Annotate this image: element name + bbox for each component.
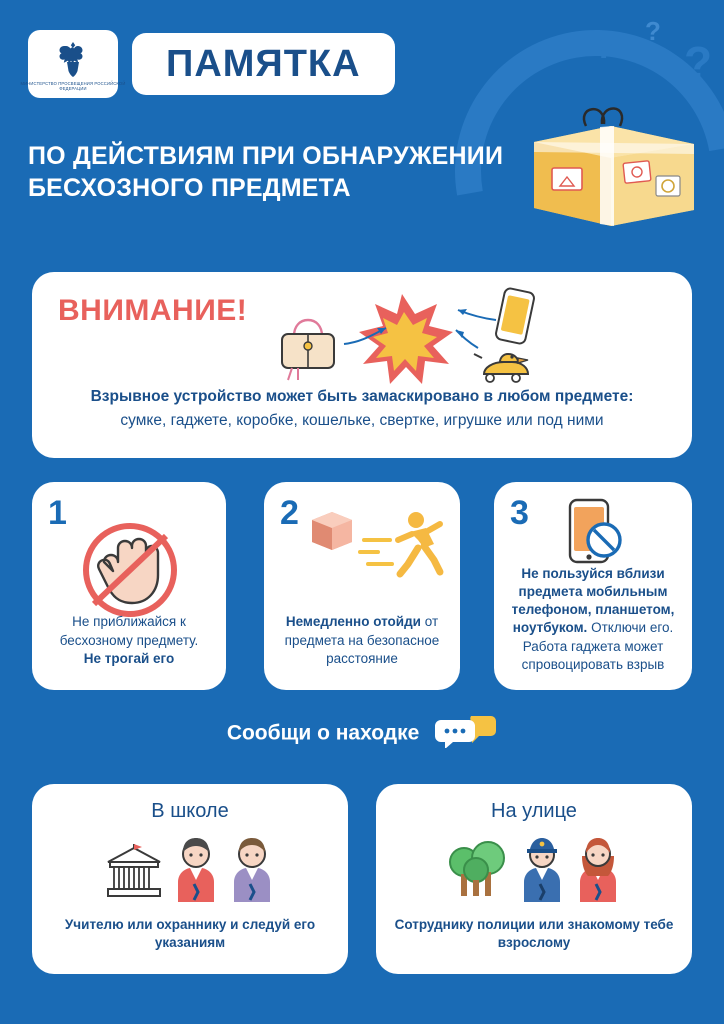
step-1-text-plain: Не приближайся к бесхозному предмету. <box>59 614 199 648</box>
guard-icon <box>228 836 276 902</box>
place-street-illustration <box>376 836 692 902</box>
step-card-2 <box>264 482 460 690</box>
police-officer-icon <box>518 836 566 902</box>
step-2-text <box>274 613 450 668</box>
ministry-logo <box>20 30 126 98</box>
adult-woman-icon <box>574 836 622 902</box>
header <box>20 30 395 98</box>
place-street-title: На улице <box>491 800 577 822</box>
page-subtitle: ПО ДЕЙСТВИЯМ ПРИ ОБНАРУЖЕНИИ БЕСХОЗНОГО ПРЕДМЕТА <box>28 142 504 202</box>
step-card-1 <box>32 482 226 690</box>
step-1-text <box>42 613 216 668</box>
step-number: 2 <box>280 494 299 532</box>
report-label: Сообщи о находке <box>226 721 420 745</box>
page-title <box>132 33 395 95</box>
school-building-icon <box>104 842 164 902</box>
step-3-text-bold: Не пользуйся вблизи предмета мобильным телефоном, планшетом, ноутбуком. <box>511 565 675 636</box>
place-school-title: В школе <box>151 800 229 822</box>
attention-line1: Взрывное устройство может быть замаскировано в любом предмете: <box>90 388 634 405</box>
step-2-text-bold: Немедленно отойди <box>285 614 421 630</box>
speech-bubbles-icon <box>435 714 497 754</box>
step-1-text-bold: Не трогай его <box>83 650 175 666</box>
attention-title: ВНИМАНИЕ! <box>58 294 248 327</box>
step-card-3 <box>494 482 692 690</box>
ministry-logo-caption: МИНИСТЕРСТВО ПРОСВЕЩЕНИЯ РОССИЙСКОЙ ФЕДЕРАЦИИ <box>20 81 126 92</box>
parcel-box-illustration <box>516 96 706 228</box>
place-school-text: Учителю или охраннику и следуй его указаниям <box>64 916 316 950</box>
attention-line2: сумке, гаджете, коробке, кошельке, свертке, игрушке или под ними <box>120 412 604 429</box>
trees-icon <box>446 840 510 902</box>
place-card-school <box>32 784 348 974</box>
place-street-text: Сотруднику полиции или знакомому тебе взрослому <box>394 916 674 950</box>
place-card-street <box>376 784 692 974</box>
question-mark-icon: ? <box>594 28 615 66</box>
place-school-illustration <box>32 836 348 902</box>
step-2-text-plain: от предмета на безопасное расстояние <box>284 614 440 666</box>
step-number: 1 <box>48 494 67 532</box>
question-mark-icon: ? <box>645 16 661 46</box>
phone-disabled-icon <box>558 496 630 575</box>
step-3-text <box>504 565 682 674</box>
running-person-icon <box>298 502 448 603</box>
step-3-text-plain: Отключи его. Работа гаджета может спровоцировать взрыв <box>521 620 674 672</box>
teacher-icon <box>172 836 220 902</box>
page-title-text: ПАМЯТКА <box>166 43 361 85</box>
double-headed-eagle-icon <box>50 40 96 80</box>
question-mark-icon: ? <box>684 37 713 89</box>
explosion-objects-illustration <box>272 284 552 384</box>
report-banner <box>0 714 724 754</box>
step-number: 3 <box>510 494 529 532</box>
no-hand-icon <box>70 516 190 629</box>
attention-card <box>32 272 692 458</box>
